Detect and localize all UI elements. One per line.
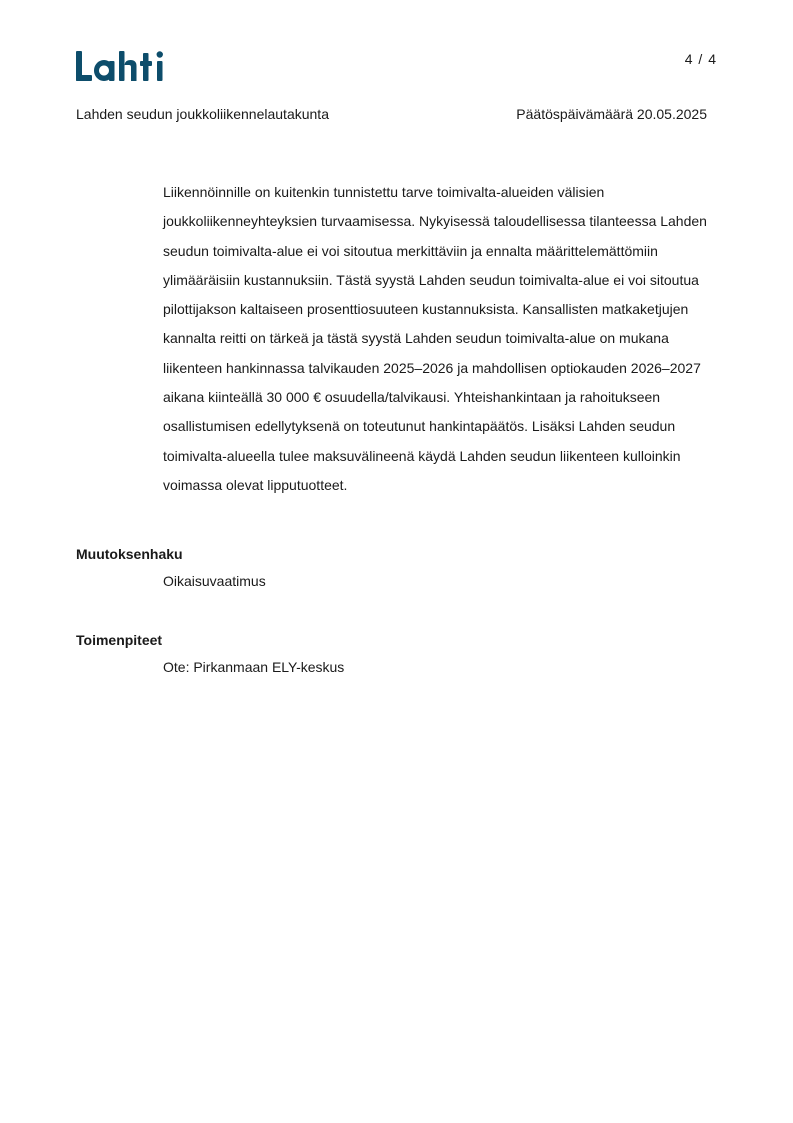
main-paragraph: Liikennöinnille on kuitenkin tunnistettu tarve toimivalta-alueiden välisien joukkoliikenneyhteyksien turvaamisessa. Nykyisessä taloudellisessa tilanteessa Lahden seudun toimivalta-alue ei voi sitoutua merkittäviin ja ennalta määrittelemättömiin ylimääräisiin kustannuksiin. Tästä syystä Lahden seudun toimivalta-alue ei voi sitoutua pilottijakson kaltaiseen prosenttiosuuteen kustannuksista. Kansallisten matkaketjujen kannalta reitti on tärkeä ja tästä syystä Lahden seudun toimivalta-alue on mukana liikenteen hankinnassa talvikauden 2025–2026 ja mahdollisen optiokauden 2026–2027 aikana kiinteällä 30 000 € osuudella/talvikausi. Yhteishankintaan ja rahoitukseen osallistumisen edellytyksenä on toteutunut hankintapäätös. Lisäksi Lahden seudun toimivalta-alueella tulee maksuvälineenä käydä Lahden seudun liikenteen kulloinkin voimassa olevat lipputuotteet. bbox=[163, 184, 707, 493]
page-number: 4 / 4 bbox=[684, 51, 717, 67]
organization-name: Lahden seudun joukkoliikennelautakunta bbox=[76, 106, 329, 122]
lahti-logo bbox=[76, 50, 168, 82]
section-heading-appeal: Muutoksenhaku bbox=[76, 546, 183, 562]
appeal-content: Oikaisuvaatimus bbox=[163, 573, 266, 589]
actions-content: Ote: Pirkanmaan ELY-keskus bbox=[163, 659, 345, 675]
section-heading-actions: Toimenpiteet bbox=[76, 632, 163, 648]
decision-date: Päätöspäivämäärä 20.05.2025 bbox=[516, 106, 707, 122]
